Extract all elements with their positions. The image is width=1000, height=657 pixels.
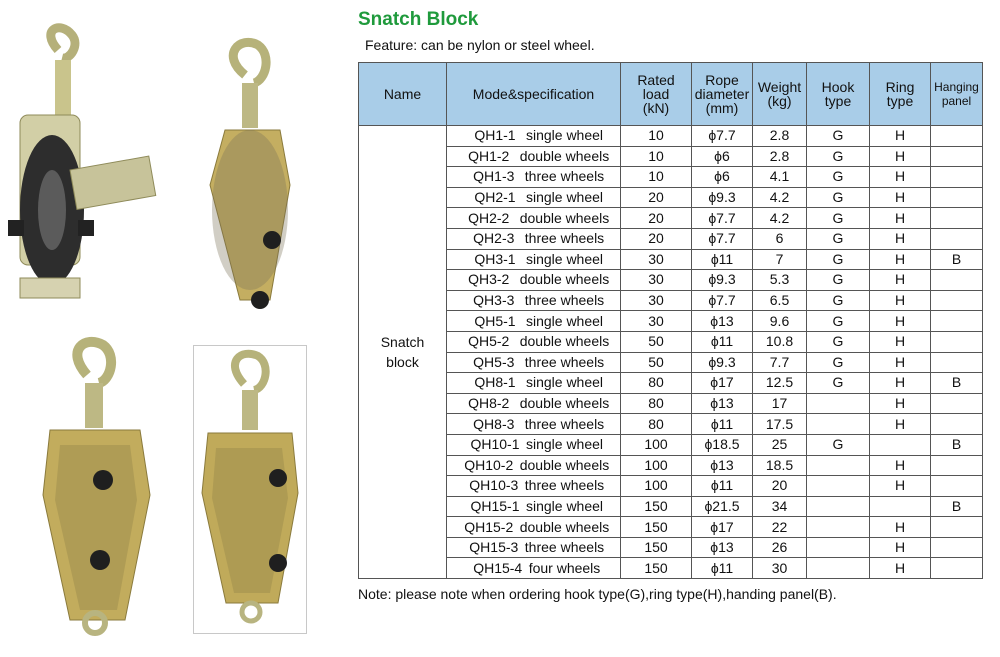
model-cell [447,290,621,311]
panel-cell [931,414,983,435]
rope-cell: ϕ17 [692,373,753,394]
ring-cell: H [870,352,931,373]
model-code: QH15-1 [470,497,520,514]
model-cell [447,537,621,558]
load-cell: 10 [621,126,692,147]
hook-cell [807,414,870,435]
rope-cell: ϕ13 [692,311,753,332]
panel-cell: B [931,434,983,455]
weight-cell: 9.6 [753,311,807,332]
load-cell: 150 [621,558,692,579]
weight-cell: 5.3 [753,270,807,291]
model-code: QH2-3 [473,230,515,247]
panel-cell [931,517,983,538]
model-cell [447,352,621,373]
load-cell: 50 [621,352,692,373]
weight-cell: 7 [753,249,807,270]
hook-cell: G [807,373,870,394]
model-code: QH1-3 [473,168,515,185]
rope-cell: ϕ18.5 [692,434,753,455]
model-code: QH3-3 [473,292,515,309]
model-cell [447,434,621,455]
load-cell: 10 [621,167,692,188]
load-cell: 30 [621,249,692,270]
panel-cell [931,270,983,291]
single-wheel-photo [190,35,310,325]
panel-cell [931,311,983,332]
weight-cell: 2.8 [753,146,807,167]
rope-cell: ϕ13 [692,393,753,414]
weight-cell: 6.5 [753,290,807,311]
model-spec: double wheels [519,456,610,473]
weight-cell: 17 [753,393,807,414]
ring-cell: H [870,393,931,414]
rope-cell: ϕ9.3 [692,352,753,373]
rope-cell: ϕ11 [692,414,753,435]
ring-cell: H [870,311,931,332]
table-row [359,393,983,414]
spec-table [358,62,983,579]
table-row [359,373,983,394]
load-cell: 10 [621,146,692,167]
col-header-name: Name [359,63,447,126]
hook-cell: G [807,126,870,147]
load-cell: 150 [621,496,692,517]
model-cell [447,373,621,394]
weight-cell: 25 [753,434,807,455]
hook-cell [807,517,870,538]
col-header-panel: Hanging panel [931,63,983,126]
table-row [359,290,983,311]
table-row [359,167,983,188]
table-row [359,455,983,476]
hook-cell: G [807,187,870,208]
model-cell [447,126,621,147]
col-header-rope: Rope diameter (mm) [692,63,753,126]
model-spec: three wheels [524,477,605,494]
product-photos [0,0,340,657]
load-cell: 20 [621,187,692,208]
ring-cell: H [870,290,931,311]
model-cell [447,270,621,291]
rope-cell: ϕ17 [692,517,753,538]
model-code: QH15-3 [469,539,519,556]
model-cell [447,517,621,538]
weight-cell: 4.2 [753,208,807,229]
load-cell: 30 [621,311,692,332]
ring-cell [870,434,931,455]
table-row [359,187,983,208]
weight-cell: 26 [753,537,807,558]
model-code: QH3-1 [474,250,516,267]
ring-cell [870,496,931,517]
model-spec: double wheels [519,147,610,164]
model-spec: single wheel [525,189,604,206]
model-cell [447,249,621,270]
col-header-ring: Ring type [870,63,931,126]
panel-cell: B [931,496,983,517]
weight-cell: 18.5 [753,455,807,476]
rope-cell: ϕ11 [692,331,753,352]
model-cell [447,311,621,332]
rope-cell: ϕ6 [692,167,753,188]
hook-cell: G [807,290,870,311]
table-row [359,517,983,538]
table-row [359,270,983,291]
weight-cell: 4.2 [753,187,807,208]
load-cell: 150 [621,537,692,558]
panel-cell [931,352,983,373]
hook-cell [807,496,870,517]
table-row [359,146,983,167]
ring-cell: H [870,331,931,352]
rope-cell: ϕ7.7 [692,208,753,229]
table-row [359,352,983,373]
panel-cell [931,537,983,558]
model-code: QH10-3 [469,477,519,494]
model-code: QH5-2 [468,333,510,350]
hook-cell: G [807,146,870,167]
load-cell: 20 [621,228,692,249]
model-code: QH5-3 [473,353,515,370]
rope-cell: ϕ7.7 [692,290,753,311]
table-row [359,331,983,352]
hook-cell: G [807,352,870,373]
model-cell [447,331,621,352]
group-name-cell: Snatch block [359,126,447,579]
ring-cell: H [870,228,931,249]
model-cell [447,455,621,476]
model-code: QH15-2 [464,518,514,535]
model-cell [447,414,621,435]
load-cell: 50 [621,331,692,352]
model-code: QH10-2 [464,456,514,473]
panel-cell [931,126,983,147]
rope-cell: ϕ11 [692,558,753,579]
model-spec: double wheels [519,395,610,412]
three-wheels-photo [196,348,302,630]
load-cell: 30 [621,270,692,291]
model-spec: three wheels [524,539,605,556]
hook-cell: G [807,249,870,270]
hook-cell: G [807,208,870,229]
weight-cell: 12.5 [753,373,807,394]
table-row [359,496,983,517]
table-row [359,126,983,147]
table-row [359,208,983,229]
model-spec: three wheels [524,415,605,432]
model-code: QH8-2 [468,395,510,412]
ordering-note: Note: please note when ordering hook type(G),ring type(H),handing panel(B). [358,586,837,602]
panel-cell [931,558,983,579]
panel-cell [931,331,983,352]
model-spec: three wheels [524,168,605,185]
panel-cell [931,146,983,167]
double-wheels-photo [25,335,170,645]
model-code: QH5-1 [474,312,516,329]
table-row [359,476,983,497]
ring-cell: H [870,146,931,167]
model-cell [447,228,621,249]
page-title: Snatch Block [358,9,479,30]
model-cell [447,393,621,414]
weight-cell: 4.1 [753,167,807,188]
table-row [359,311,983,332]
table-row [359,414,983,435]
model-spec: three wheels [524,292,605,309]
model-cell [447,476,621,497]
model-spec: single wheel [525,312,604,329]
model-code: QH1-1 [474,127,516,144]
ring-cell: H [870,270,931,291]
ring-cell: H [870,476,931,497]
feature-text: Feature: can be nylon or steel wheel. [365,37,595,53]
table-row [359,249,983,270]
ring-cell: H [870,455,931,476]
ring-cell: H [870,537,931,558]
col-header-load: Rated load (kN) [621,63,692,126]
rope-cell: ϕ6 [692,146,753,167]
panel-cell [931,228,983,249]
model-spec: double wheels [519,518,610,535]
panel-cell [931,476,983,497]
model-spec: single wheel [525,497,604,514]
weight-cell: 20 [753,476,807,497]
weight-cell: 6 [753,228,807,249]
load-cell: 80 [621,373,692,394]
model-cell [447,558,621,579]
hook-cell [807,393,870,414]
panel-cell [931,290,983,311]
model-code: QH15-4 [473,559,523,576]
rope-cell: ϕ21.5 [692,496,753,517]
weight-cell: 10.8 [753,331,807,352]
panel-cell [931,455,983,476]
ring-cell: H [870,208,931,229]
rope-cell: ϕ13 [692,537,753,558]
ring-cell: H [870,187,931,208]
model-spec: single wheel [525,127,604,144]
weight-cell: 34 [753,496,807,517]
ring-cell: H [870,373,931,394]
model-spec: single wheel [525,374,604,391]
rope-cell: ϕ9.3 [692,270,753,291]
model-spec: single wheel [525,250,604,267]
ring-cell: H [870,517,931,538]
model-code: QH8-1 [474,374,516,391]
weight-cell: 22 [753,517,807,538]
model-spec: double wheels [519,271,610,288]
hook-cell: G [807,331,870,352]
panel-cell [931,393,983,414]
table-row [359,558,983,579]
model-cell [447,208,621,229]
hook-cell [807,455,870,476]
model-cell [447,167,621,188]
panel-cell: B [931,373,983,394]
hook-cell [807,558,870,579]
model-code: QH2-2 [468,209,510,226]
model-spec: three wheels [524,230,605,247]
model-spec: single wheel [525,436,604,453]
load-cell: 100 [621,476,692,497]
panel-cell [931,167,983,188]
load-cell: 80 [621,414,692,435]
load-cell: 30 [621,290,692,311]
model-code: QH3-2 [468,271,510,288]
table-body [359,126,983,579]
model-code: QH8-3 [473,415,515,432]
weight-cell: 17.5 [753,414,807,435]
weight-cell: 30 [753,558,807,579]
panel-cell [931,187,983,208]
ring-cell: H [870,249,931,270]
panel-cell: B [931,249,983,270]
model-code: QH10-1 [470,436,520,453]
model-cell [447,496,621,517]
load-cell: 20 [621,208,692,229]
model-cell [447,146,621,167]
panel-cell [931,208,983,229]
model-code: QH1-2 [468,147,510,164]
weight-cell: 7.7 [753,352,807,373]
ring-cell: H [870,414,931,435]
load-cell: 100 [621,434,692,455]
ring-cell: H [870,126,931,147]
load-cell: 150 [621,517,692,538]
rope-cell: ϕ11 [692,476,753,497]
model-code: QH2-1 [474,189,516,206]
col-header-weight: Weight (kg) [753,63,807,126]
table-row [359,434,983,455]
hook-cell: G [807,270,870,291]
weight-cell: 2.8 [753,126,807,147]
model-spec: four wheels [528,559,601,576]
ring-cell: H [870,558,931,579]
hook-cell: G [807,434,870,455]
rope-cell: ϕ13 [692,455,753,476]
ring-cell: H [870,167,931,188]
snatch-block-open-photo [0,20,160,320]
rope-cell: ϕ9.3 [692,187,753,208]
hook-cell [807,537,870,558]
table-row [359,537,983,558]
hook-cell: G [807,167,870,188]
col-header-hook: Hook type [807,63,870,126]
model-spec: double wheels [519,333,610,350]
rope-cell: ϕ7.7 [692,228,753,249]
model-spec: double wheels [519,209,610,226]
hook-cell [807,476,870,497]
rope-cell: ϕ11 [692,249,753,270]
load-cell: 100 [621,455,692,476]
load-cell: 80 [621,393,692,414]
model-spec: three wheels [524,353,605,370]
model-cell [447,187,621,208]
rope-cell: ϕ7.7 [692,126,753,147]
hook-cell: G [807,311,870,332]
hook-cell: G [807,228,870,249]
table-row [359,228,983,249]
table-header-row [359,63,983,126]
col-header-model: Mode&specification [447,63,621,126]
